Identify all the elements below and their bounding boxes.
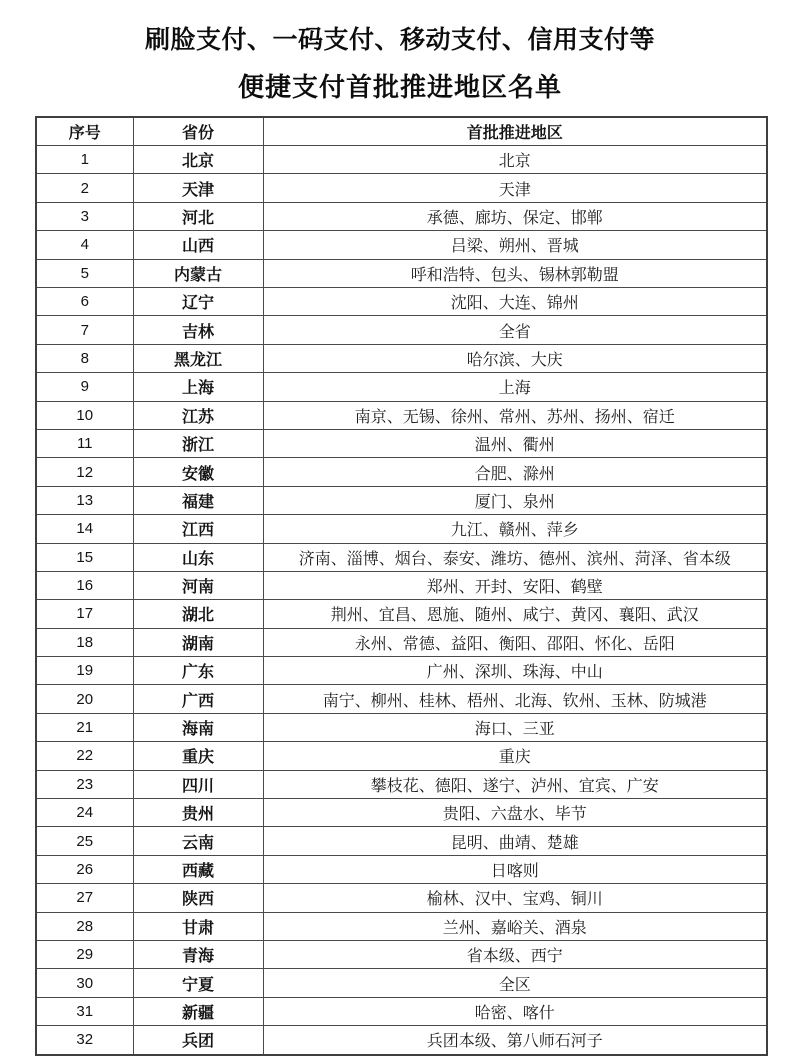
row-index-cell: 1 <box>36 146 133 174</box>
province-cell: 广东 <box>133 657 263 685</box>
row-index-cell: 5 <box>36 259 133 287</box>
regions-cell: 九江、赣州、萍乡 <box>263 515 767 543</box>
table-row <box>36 458 767 486</box>
province-cell: 重庆 <box>133 742 263 770</box>
row-index-cell: 11 <box>36 429 133 457</box>
table-row <box>36 855 767 883</box>
row-index-cell: 25 <box>36 827 133 855</box>
province-cell: 贵州 <box>133 799 263 827</box>
province-cell: 安徽 <box>133 458 263 486</box>
row-index-cell: 4 <box>36 231 133 259</box>
table-row <box>36 997 767 1025</box>
row-index-cell: 20 <box>36 685 133 713</box>
regions-cell: 哈尔滨、大庆 <box>263 344 767 372</box>
row-index-cell: 23 <box>36 770 133 798</box>
regions-cell: 攀枝花、德阳、遂宁、泸州、宜宾、广安 <box>263 770 767 798</box>
table-row <box>36 628 767 656</box>
province-cell: 浙江 <box>133 429 263 457</box>
regions-cell: 昆明、曲靖、楚雄 <box>263 827 767 855</box>
regions-cell: 温州、衢州 <box>263 429 767 457</box>
regions-cell: 南京、无锡、徐州、常州、苏州、扬州、宿迁 <box>263 401 767 429</box>
province-cell: 吉林 <box>133 316 263 344</box>
table-row <box>36 344 767 372</box>
regions-cell: 全省 <box>263 316 767 344</box>
province-cell: 海南 <box>133 713 263 741</box>
row-index-cell: 26 <box>36 855 133 883</box>
province-cell: 四川 <box>133 770 263 798</box>
table-row <box>36 287 767 315</box>
regions-cell: 沈阳、大连、锦州 <box>263 287 767 315</box>
province-cell: 广西 <box>133 685 263 713</box>
table-row <box>36 202 767 230</box>
header-cell-province: 省份 <box>133 117 263 146</box>
row-index-cell: 31 <box>36 997 133 1025</box>
province-cell: 青海 <box>133 940 263 968</box>
province-cell: 福建 <box>133 486 263 514</box>
document-title-line1: 刷脸支付、一码支付、移动支付、信用支付等 <box>144 27 655 54</box>
table-row <box>36 231 767 259</box>
table-row <box>36 685 767 713</box>
row-index-cell: 18 <box>36 628 133 656</box>
regions-cell: 兵团本级、第八师石河子 <box>263 1026 767 1055</box>
row-index-cell: 17 <box>36 600 133 628</box>
row-index-cell: 22 <box>36 742 133 770</box>
province-cell: 湖南 <box>133 628 263 656</box>
regions-cell: 吕梁、朔州、晋城 <box>263 231 767 259</box>
table-row <box>36 429 767 457</box>
regions-cell: 海口、三亚 <box>263 713 767 741</box>
row-index-cell: 15 <box>36 543 133 571</box>
regions-cell: 郑州、开封、安阳、鹤壁 <box>263 571 767 599</box>
table-row <box>36 799 767 827</box>
row-index-cell: 29 <box>36 940 133 968</box>
table-row <box>36 401 767 429</box>
province-cell: 黑龙江 <box>133 344 263 372</box>
row-index-cell: 9 <box>36 373 133 401</box>
regions-cell: 厦门、泉州 <box>263 486 767 514</box>
province-cell: 江西 <box>133 515 263 543</box>
table-row <box>36 373 767 401</box>
table-row <box>36 969 767 997</box>
province-cell: 宁夏 <box>133 969 263 997</box>
table-row <box>36 1026 767 1055</box>
regions-cell: 榆林、汉中、宝鸡、铜川 <box>263 884 767 912</box>
row-index-cell: 10 <box>36 401 133 429</box>
regions-cell: 贵阳、六盘水、毕节 <box>263 799 767 827</box>
regions-cell: 荆州、宜昌、恩施、随州、咸宁、黄冈、襄阳、武汉 <box>263 600 767 628</box>
row-index-cell: 30 <box>36 969 133 997</box>
table-row <box>36 657 767 685</box>
table-row <box>36 316 767 344</box>
table-row <box>36 259 767 287</box>
row-index-cell: 13 <box>36 486 133 514</box>
province-cell: 天津 <box>133 174 263 202</box>
regions-cell: 兰州、嘉峪关、酒泉 <box>263 912 767 940</box>
document-title-line2: 便捷支付首批推进地区名单 <box>237 72 562 102</box>
province-cell: 甘肃 <box>133 912 263 940</box>
table-row <box>36 827 767 855</box>
regions-cell: 永州、常德、益阳、衡阳、邵阳、怀化、岳阳 <box>263 628 767 656</box>
regions-cell: 北京 <box>263 146 767 174</box>
province-cell: 山东 <box>133 543 263 571</box>
province-cell: 云南 <box>133 827 263 855</box>
row-index-cell: 24 <box>36 799 133 827</box>
regions-cell: 全区 <box>263 969 767 997</box>
regions-cell: 呼和浩特、包头、锡林郭勒盟 <box>263 259 767 287</box>
province-cell: 兵团 <box>133 1026 263 1055</box>
row-index-cell: 8 <box>36 344 133 372</box>
row-index-cell: 28 <box>36 912 133 940</box>
table-row <box>36 543 767 571</box>
table-row <box>36 571 767 599</box>
row-index-cell: 21 <box>36 713 133 741</box>
province-cell: 湖北 <box>133 600 263 628</box>
table-row <box>36 486 767 514</box>
table-header-row <box>36 117 767 146</box>
province-cell: 陕西 <box>133 884 263 912</box>
table-row <box>36 174 767 202</box>
table-row <box>36 912 767 940</box>
regions-cell: 哈密、喀什 <box>263 997 767 1025</box>
table-row <box>36 884 767 912</box>
regions-cell: 合肥、滁州 <box>263 458 767 486</box>
row-index-cell: 2 <box>36 174 133 202</box>
province-cell: 上海 <box>133 373 263 401</box>
header-cell-index: 序号 <box>36 117 133 146</box>
table-row <box>36 770 767 798</box>
table-row <box>36 940 767 968</box>
province-cell: 西藏 <box>133 855 263 883</box>
regions-cell: 南宁、柳州、桂林、梧州、北海、钦州、玉林、防城港 <box>263 685 767 713</box>
row-index-cell: 16 <box>36 571 133 599</box>
regions-cell: 省本级、西宁 <box>263 940 767 968</box>
regions-cell: 济南、淄博、烟台、泰安、潍坊、德州、滨州、菏泽、省本级 <box>263 543 767 571</box>
row-index-cell: 27 <box>36 884 133 912</box>
province-cell: 河南 <box>133 571 263 599</box>
province-cell: 北京 <box>133 146 263 174</box>
province-cell: 辽宁 <box>133 287 263 315</box>
regions-cell: 天津 <box>263 174 767 202</box>
province-cell: 内蒙古 <box>133 259 263 287</box>
province-cell: 山西 <box>133 231 263 259</box>
table-row <box>36 515 767 543</box>
regions-cell: 承德、廊坊、保定、邯郸 <box>263 202 767 230</box>
row-index-cell: 12 <box>36 458 133 486</box>
province-cell: 江苏 <box>133 401 263 429</box>
row-index-cell: 7 <box>36 316 133 344</box>
table-row <box>36 713 767 741</box>
regions-cell: 重庆 <box>263 742 767 770</box>
row-index-cell: 6 <box>36 287 133 315</box>
row-index-cell: 19 <box>36 657 133 685</box>
regions-cell: 上海 <box>263 373 767 401</box>
header-cell-regions: 首批推进地区 <box>263 117 767 146</box>
province-cell: 河北 <box>133 202 263 230</box>
table-row <box>36 146 767 174</box>
table-row <box>36 742 767 770</box>
table-body <box>36 146 767 1055</box>
row-index-cell: 3 <box>36 202 133 230</box>
regions-cell: 广州、深圳、珠海、中山 <box>263 657 767 685</box>
province-cell: 新疆 <box>133 997 263 1025</box>
row-index-cell: 32 <box>36 1026 133 1055</box>
regions-cell: 日喀则 <box>263 855 767 883</box>
region-table <box>35 116 768 1056</box>
table-row <box>36 600 767 628</box>
row-index-cell: 14 <box>36 515 133 543</box>
